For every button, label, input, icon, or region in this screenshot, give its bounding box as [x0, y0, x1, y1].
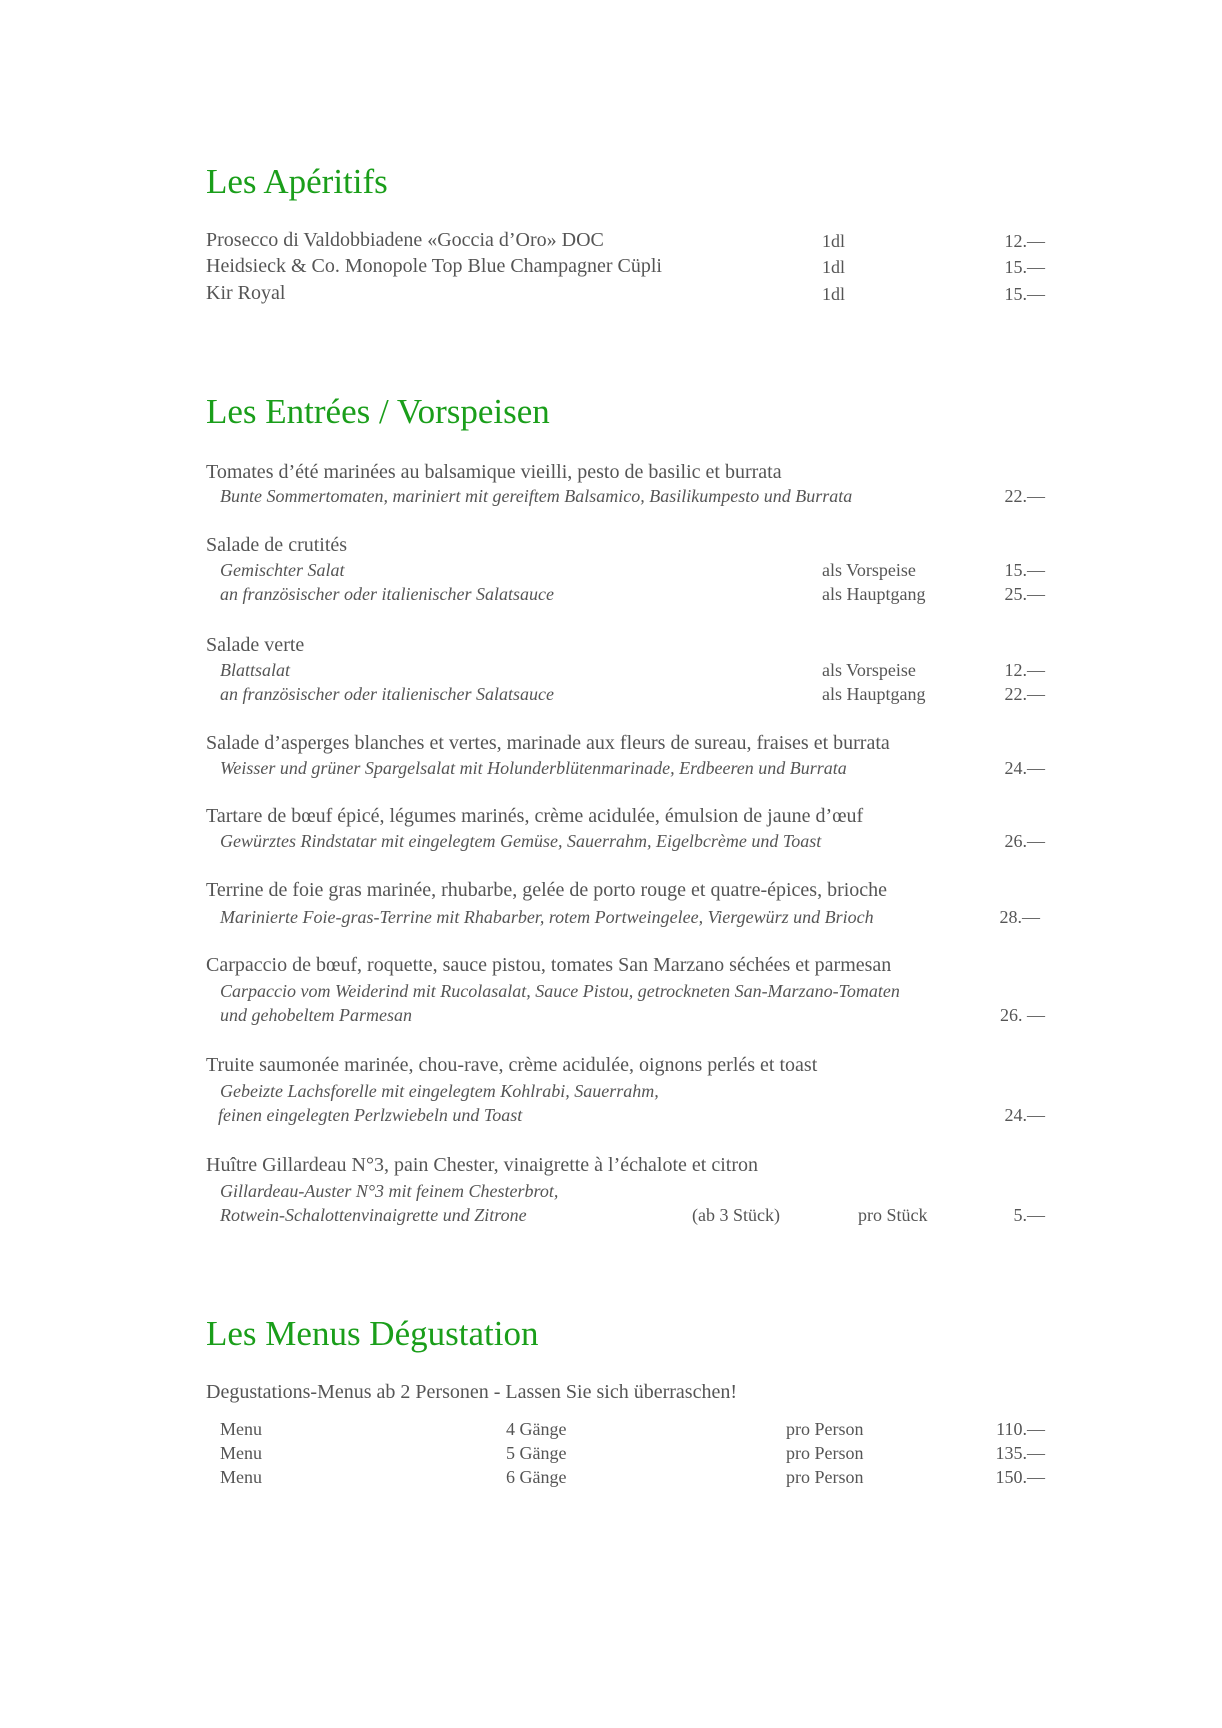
- menu-unit: pro Person: [786, 1467, 864, 1487]
- dish-option: als Vorspeise: [822, 660, 916, 680]
- section-heading-entrees: Les Entrées / Vorspeisen: [206, 392, 550, 431]
- menus-intro: Degustations-Menus ab 2 Personen - Lassen Sie sich überraschen!: [206, 1381, 737, 1403]
- dish-title-fr: Truite saumonée marinée, chou-rave, crème acidulée, oignons perlés et toast: [206, 1054, 818, 1076]
- menu-unit: pro Person: [786, 1443, 864, 1463]
- menu-label: Menu: [220, 1443, 262, 1463]
- dish-price: 26.—: [1004, 831, 1045, 851]
- menu-courses: 6 Gänge: [506, 1467, 567, 1487]
- aperitif-name: Kir Royal: [206, 282, 286, 304]
- dish-title-fr: Salade d’asperges blanches et vertes, marinade aux fleurs de sureau, fraises et burrata: [206, 732, 890, 754]
- dish-desc-de: Carpaccio vom Weiderind mit Rucolasalat, Sauce Pistou, getrockneten San-Marzano-Tomaten: [220, 981, 900, 1001]
- dish-desc-de: Bunte Sommertomaten, mariniert mit gereiftem Balsamico, Basilikumpesto und Burrata: [220, 486, 853, 506]
- aperitif-unit: 1dl: [822, 231, 846, 251]
- dish-option: als Vorspeise: [822, 560, 916, 580]
- menu-price: 135.—: [995, 1443, 1045, 1463]
- aperitif-name: Heidsieck & Co. Monopole Top Blue Champagner Cüpli: [206, 255, 662, 277]
- dish-option: als Hauptgang: [822, 584, 926, 604]
- dish-desc-de: Marinierte Foie-gras-Terrine mit Rhabarber, rotem Portweingelee, Viergewürz und Brioch: [220, 907, 874, 927]
- aperitif-unit: 1dl: [822, 257, 846, 277]
- dish-title-fr: Huître Gillardeau N°3, pain Chester, vinaigrette à l’échalote et citron: [206, 1154, 758, 1176]
- dish-desc-de: Blattsalat: [220, 660, 291, 680]
- dish-desc-de: Gemischter Salat: [220, 560, 345, 580]
- dish-desc-de: Weisser und grüner Spargelsalat mit Holunderblütenmarinade, Erdbeeren und Burrata: [220, 758, 847, 778]
- dish-desc-de: feinen eingelegten Perlzwiebeln und Toast: [218, 1105, 523, 1125]
- dish-title-fr: Salade verte: [206, 634, 305, 656]
- dish-desc-de: Gebeizte Lachsforelle mit eingelegtem Kohlrabi, Sauerrahm,: [220, 1081, 659, 1101]
- menu-courses: 4 Gänge: [506, 1419, 567, 1439]
- menu-unit: pro Person: [786, 1419, 864, 1439]
- dish-title-fr: Tomates d’été marinées au balsamique vieilli, pesto de basilic et burrata: [206, 461, 782, 483]
- dish-price: 24.—: [1004, 1105, 1045, 1125]
- menu-price: 110.—: [996, 1419, 1045, 1439]
- dish-price: 25.—: [1004, 584, 1045, 604]
- dish-desc-de: Rotwein-Schalottenvinaigrette und Zitrone: [220, 1205, 527, 1225]
- section-heading-aperitifs: Les Apéritifs: [206, 162, 388, 201]
- dish-title-fr: Salade de crutités: [206, 534, 348, 556]
- section-heading-menus: Les Menus Dégustation: [206, 1314, 539, 1353]
- menu-label: Menu: [220, 1419, 262, 1439]
- dish-desc-de: und gehobeltem Parmesan: [220, 1005, 412, 1025]
- dish-price: 15.—: [1004, 560, 1045, 580]
- dish-price: 26. —: [1000, 1005, 1045, 1025]
- dish-title-fr: Carpaccio de bœuf, roquette, sauce pistou, tomates San Marzano séchées et parmesan: [206, 954, 892, 976]
- dish-title-fr: Terrine de foie gras marinée, rhubarbe, gelée de porto rouge et quatre-épices, brioche: [206, 879, 888, 901]
- dish-desc-de: an französischer oder italienischer Salatsauce: [220, 684, 554, 704]
- aperitif-price: 15.—: [1004, 284, 1045, 304]
- menu-label: Menu: [220, 1467, 262, 1487]
- menu-courses: 5 Gänge: [506, 1443, 567, 1463]
- dish-option: als Hauptgang: [822, 684, 926, 704]
- dish-title-fr: Tartare de bœuf épicé, légumes marinés, crème acidulée, émulsion de jaune d’œuf: [206, 805, 864, 827]
- dish-desc-de: an französischer oder italienischer Salatsauce: [220, 584, 554, 604]
- dish-price: 5.—: [1013, 1205, 1045, 1225]
- dish-price: 12.—: [1004, 660, 1045, 680]
- aperitif-unit: 1dl: [822, 284, 846, 304]
- dish-desc-de: Gillardeau-Auster N°3 mit feinem Chesterbrot,: [220, 1181, 559, 1201]
- aperitif-name: Prosecco di Valdobbiadene «Goccia d’Oro» DOC: [206, 229, 604, 251]
- menu-price: 150.—: [995, 1467, 1045, 1487]
- dish-price: 28.—: [999, 907, 1040, 927]
- dish-minimum: (ab 3 Stück): [692, 1205, 780, 1225]
- dish-unit: pro Stück: [858, 1205, 928, 1225]
- dish-price: 24.—: [1004, 758, 1045, 778]
- dish-price: 22.—: [1004, 684, 1045, 704]
- aperitif-price: 15.—: [1004, 257, 1045, 277]
- aperitif-price: 12.—: [1004, 231, 1045, 251]
- dish-price: 22.—: [1004, 486, 1045, 506]
- dish-desc-de: Gewürztes Rindstatar mit eingelegtem Gemüse, Sauerrahm, Eigelbcrème und Toast: [220, 831, 822, 851]
